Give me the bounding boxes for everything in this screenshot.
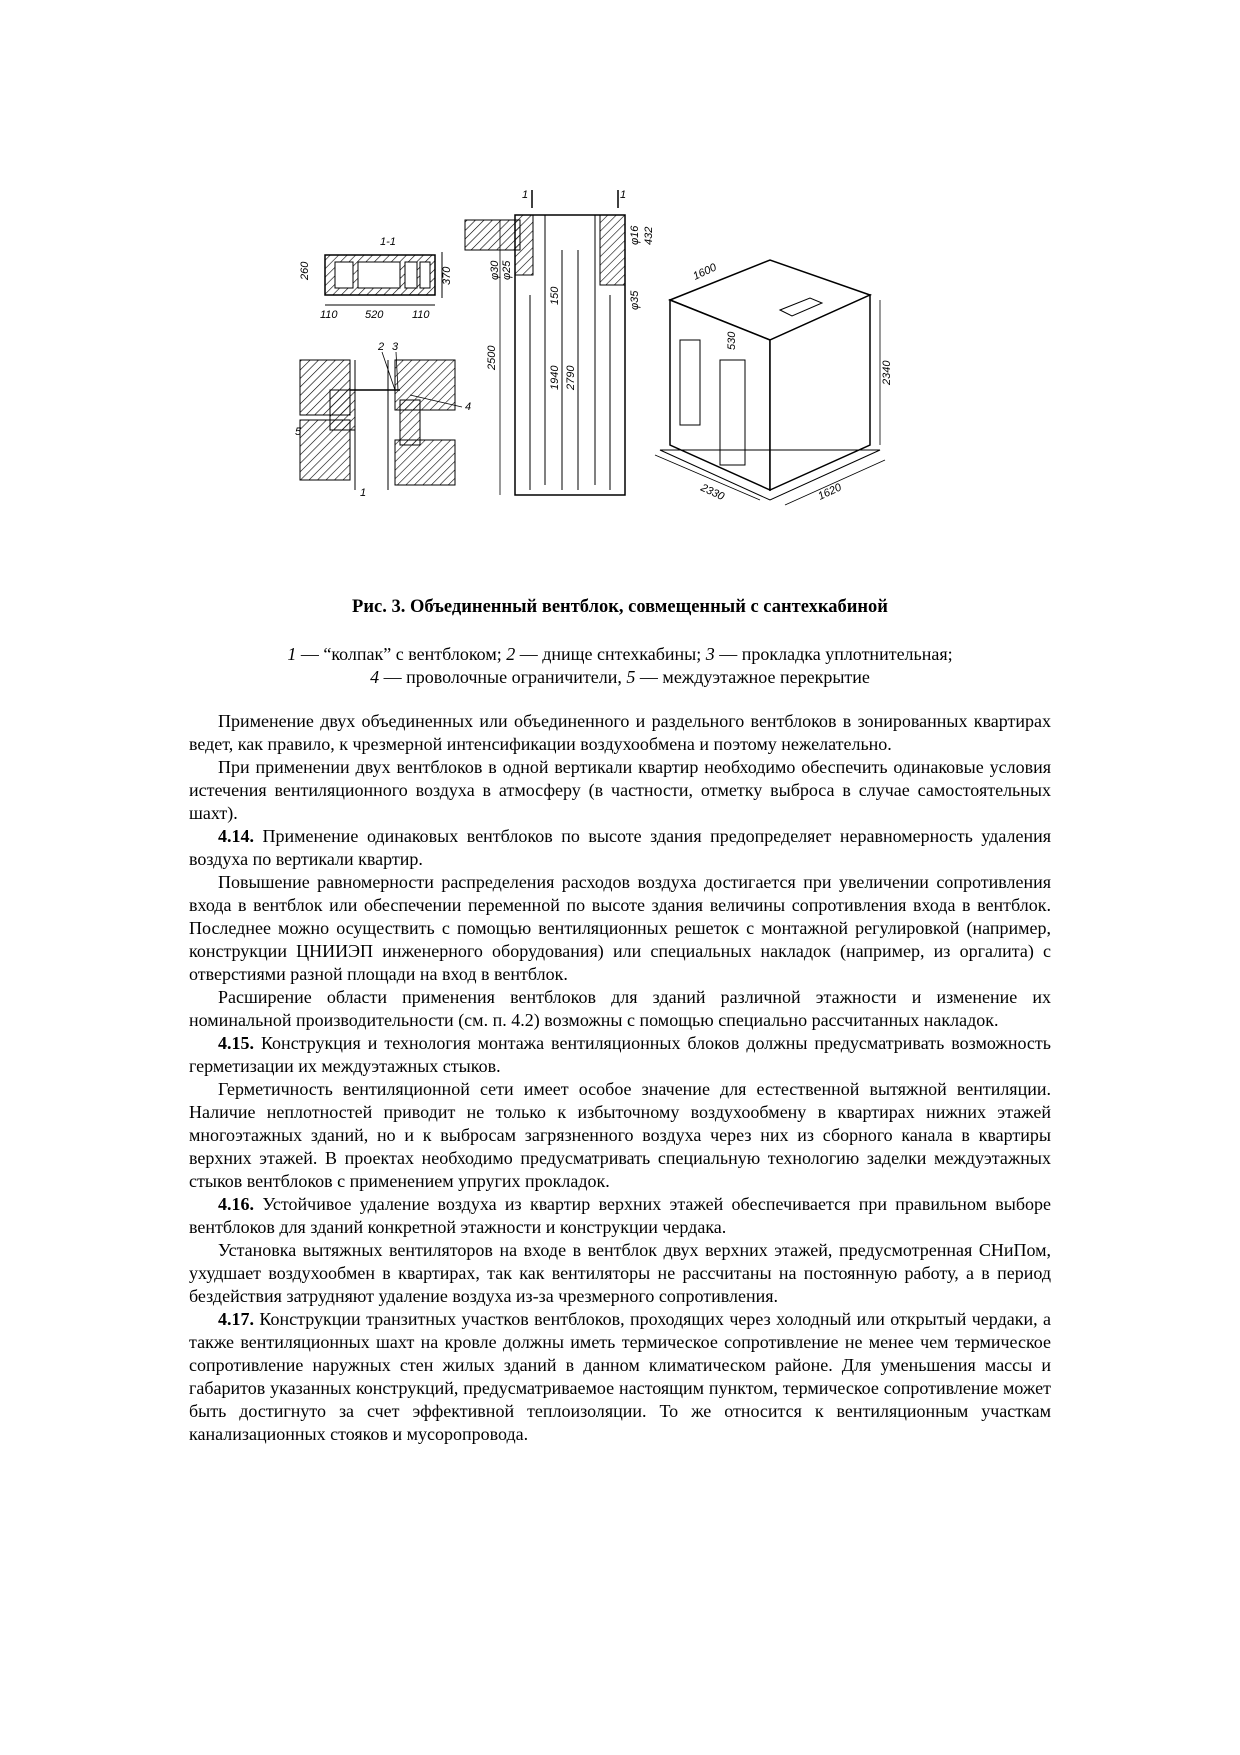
dim-box-depth: 1600 <box>691 261 719 283</box>
dim-height-inner-2: 2790 <box>565 365 577 390</box>
dim-cap-5: φ35 <box>629 290 641 310</box>
dim-height-inner-1: 1940 <box>549 365 561 390</box>
paragraph: Установка вытяжных вентиляторов на входе в вентблок двух верхних этажей, предусмотренная СНиПом, ухудшает воздухообмен в квартирах, так как вентиляторы не рассчитаны на постоянную работу, а в период бездействия затрудняют удаление воздуха из-за чрезмерного сопротивления. <box>189 1240 1051 1306</box>
paragraph: Герметичность вентиляционной сети имеет особое значение для естественной вытяжной вентиляции. Наличие неплотностей приводит не только к избыточному воздухообмену в квартирах нижних этажей многоэтажных зданий, но и к выбросам загрязненного воздуха через них из сборного канала в квартиры верхних этажей. В проектах необходимо предусматривать специальную технологию заделки междуэтажных стыков вентблоков с применением упругих прокладок. <box>189 1079 1051 1191</box>
part-4: 4 <box>465 401 472 413</box>
paragraph: При применении двух вентблоков в одной вертикали квартир необходимо обеспечить одинаковые условия истечения вентиляционного воздуха в атмосферу (в частности, отметку выброса в случае самостоятельных шахт). <box>189 757 1051 823</box>
legend-num-1: 1 <box>287 644 297 664</box>
legend-text-2: — днище снтехкабины; <box>515 644 706 664</box>
figure-caption: Рис. 3. Объединенный вентблок, совмещенный с сантехкабиной <box>352 597 888 617</box>
paragraph: 4.15. Конструкция и технология монтажа вентиляционных блоков должны предусматривать возможность герметизации их междуэтажных стыков. <box>189 1033 1051 1076</box>
cut-label-right: 1 <box>620 189 627 201</box>
section-label: 1-1 <box>380 236 396 248</box>
legend-num-5: 5 <box>626 667 636 687</box>
legend-num-4: 4 <box>370 667 380 687</box>
dim-cap-6: φ25 <box>501 260 513 280</box>
joint-detail <box>295 341 471 499</box>
legend-text-1: — “колпак” с вентблоком; <box>296 644 507 664</box>
paragraph: 4.14. Применение одинаковых вентблоков по высоте здания предопределяет неравномерность удаления воздуха по вертикали квартир. <box>189 826 1051 869</box>
figure-drawing <box>295 189 960 590</box>
part-5: 5 <box>295 426 302 438</box>
dim-height-total: 2500 <box>486 345 498 370</box>
legend-num-2: 2 <box>506 644 516 664</box>
dim-left: 110 <box>320 309 338 321</box>
paragraph: 4.17. Конструкции транзитных участков вентблоков, проходящих через холодный или открытый чердаки, а также вентиляционных шахт на кровле должны иметь термическое сопротивление не менее чем термическое сопротивление наружных стен жилых зданий в данном климатическом районе. Для уменьшения массы и габаритов указанных конструкций, предусматриваемое настоящим пунктом, термическое сопротивление может быть достигнуто за счет эффективной теплоизоляции. То же относится к вентиляционным участкам канализационных стояков и мусоропровода. <box>189 1309 1051 1444</box>
dim-box-width: 2330 <box>698 481 726 504</box>
dim-box-inner: 530 <box>726 331 738 350</box>
vertical-section <box>465 189 655 495</box>
legend-line-2 <box>190 666 1050 689</box>
dim-right: 110 <box>412 309 430 321</box>
legend-num-3: 3 <box>705 644 715 664</box>
figure-legend <box>190 643 1050 689</box>
section-1-1 <box>299 236 453 321</box>
technical-drawing <box>295 189 960 590</box>
paragraph: Повышение равномерности распределения расходов воздуха достигается при увеличении сопротивления входа в вентблок или обеспечении переменной по высоте здания величины сопротивления входа в вентблок. Последнее можно осуществить с помощью вентиляционных решеток с монтажной регулировкой (например, конструкции ЦНИИЭП инженерного оборудования) или специальных накладок (например, из оргалита) с отверстиями разной площади на вход в вентблок. <box>189 872 1051 984</box>
paragraph: 4.16. Устойчивое удаление воздуха из квартир верхних этажей обеспечивается при правильном выборе вентблоков для зданий конкретной этажности и конструкции чердака. <box>189 1194 1051 1237</box>
legend-text-3: — прокладка уплотнительная; <box>714 644 953 664</box>
legend-text-4: — проволочные ограничители, <box>379 667 627 687</box>
dim-box-height: 2340 <box>881 360 893 385</box>
dim-depth-a: 260 <box>299 261 311 280</box>
legend-text-5: — междуэтажное перекрытие <box>635 667 870 687</box>
dim-cap-3: φ16 <box>629 225 641 245</box>
paragraph: Применение двух объединенных или объединенного и раздельного вентблоков в зонированных квартирах ведет, как правило, к чрезмерной интенсификации воздухообмена и поэтому нежелательно. <box>189 711 1051 754</box>
dim-depth-b: 370 <box>441 266 453 285</box>
legend-line-1 <box>190 643 1050 666</box>
part-3: 3 <box>392 341 399 353</box>
dim-cap-4: 432 <box>643 226 655 245</box>
body-text <box>189 710 1051 1446</box>
cabin-isometric <box>655 260 893 505</box>
paragraph: Расширение области применения вентблоков для зданий различной этажности и изменение их номинальной производительности (см. п. 4.2) возможны с помощью специально рассчитанных накладок. <box>189 987 1051 1030</box>
cut-label-left: 1 <box>522 189 529 201</box>
dim-mid: 520 <box>365 309 384 321</box>
part-2: 2 <box>378 341 385 353</box>
dim-box-side: 1620 <box>816 481 844 503</box>
dim-cap-2: φ30 <box>489 260 501 280</box>
part-1: 1 <box>360 487 367 499</box>
dim-cap-1: 150 <box>549 286 561 305</box>
